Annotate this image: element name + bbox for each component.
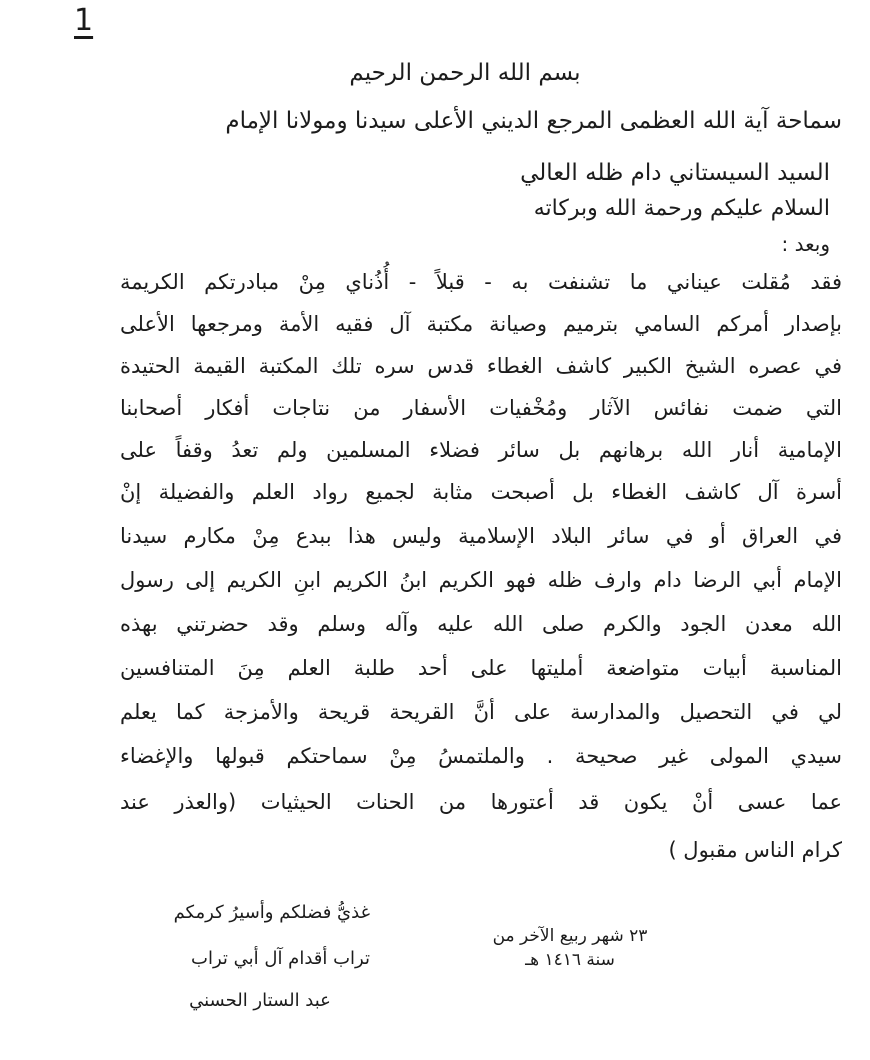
date-line-1: ٢٣ شهر ربيع الآخر من: [492, 926, 648, 946]
body-line: في عصره الشيخ الكبير كاشف الغطاء قدس سره تلك المكتبة القيمة الحتيدة: [120, 354, 842, 378]
body-line: الإمامية أنار الله برهانهم بل سائر فضلاء المسلمين ولم تعدُ وقفاً على: [120, 438, 842, 462]
signature-name: عبد الستار الحسني: [189, 990, 331, 1011]
body-line: في العراق أو في سائر البلاد الإسلامية وليس هذا ببدع مِنْ مكارم سيدنا: [120, 524, 842, 548]
body-line: لي في التحصيل والمدارسة على أنَّ القريحة قريحة والأمزجة كما يعلم: [120, 700, 842, 724]
basmala: بسم الله الرحمن الرحيم: [349, 60, 581, 86]
address-line-1: سماحة آية الله العظمى المرجع الديني الأعلى سيدنا ومولانا الإمام: [225, 108, 842, 134]
body-line: كرام الناس مقبول ): [668, 838, 842, 862]
body-line: الله معدن الجود والكرم صلى الله عليه وآله وسلم وقد حضرتني بهذه: [120, 612, 842, 636]
page-number: 1: [74, 3, 94, 38]
body-line: فقد مُقلت عيناني ما تشنفت به - قبلاً - أُذُناي مِنْ مبادرتكم الكريمة: [120, 270, 842, 294]
body-line: بإصدار أمركم السامي بترميم وصيانة مكتبة آل فقيه الأمة ومرجعها الأعلى: [120, 312, 842, 336]
signature-line-2: تراب أقدام آل أبي تراب: [191, 948, 370, 969]
body-line: سيدي المولى غير صحيحة . والملتمسُ مِنْ سماحتكم قبولها والإغضاء: [120, 744, 842, 768]
body-line: المناسبة أبيات متواضعة أمليتها على أحد طلبة العلم مِنَ المتنافسين: [120, 656, 842, 680]
body-line: عما عسى أنْ يكون قد أعتورها من الحنات الحيثيات (والعذر عند: [120, 790, 842, 814]
body-line: أسرة آل كاشف الغطاء بل أصبحت مثابة لجميع رواد العلم والفضيلة إنْ: [120, 480, 842, 504]
body-line: التي ضمت نفائس الآثار ومُخْفيات الأسفار من نتاجات أفكار أصحابنا: [120, 396, 842, 420]
address-line-2: السيد السيستاني دام ظله العالي: [520, 160, 830, 186]
date-line-2: سنة ١٤١٦ هـ: [525, 950, 615, 970]
wa-bad: وبعد :: [781, 232, 830, 256]
greeting: السلام عليكم ورحمة الله وبركاته: [533, 196, 830, 221]
signature-line-1: غذيُّ فضلكم وأسيرُ كرمكم: [173, 902, 370, 923]
body-line: الإمام أبي الرضا دام وارف ظله فهو الكريم ابنُ الكريم ابنِ الكريم إلى رسول: [120, 568, 842, 592]
